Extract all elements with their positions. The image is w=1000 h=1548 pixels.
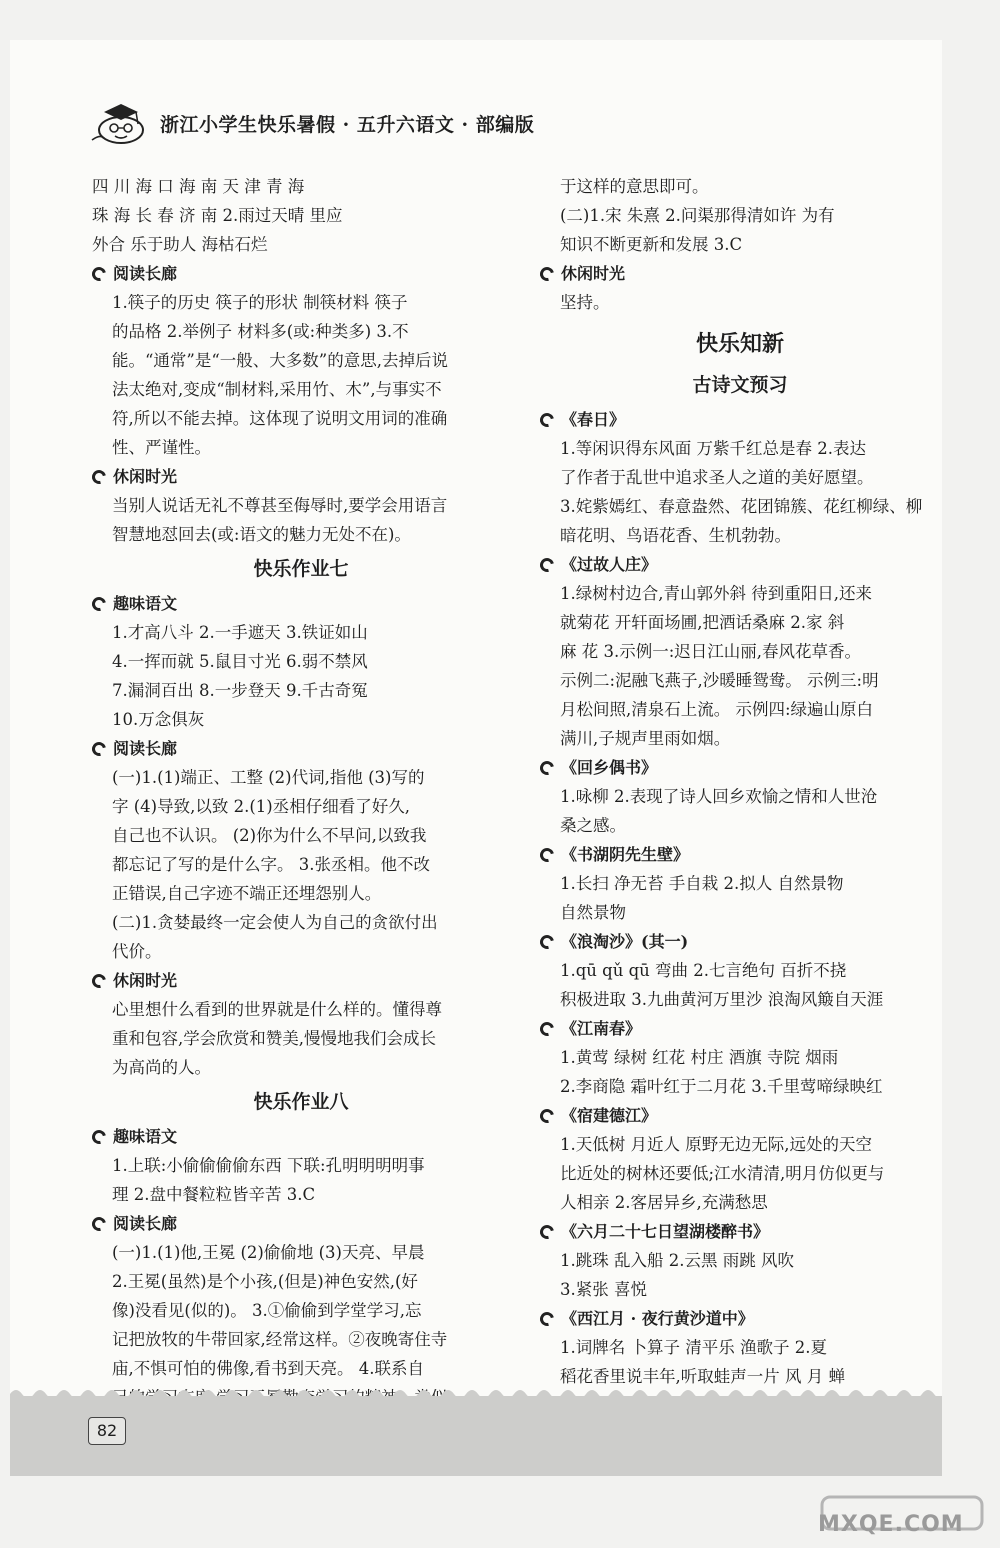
answer-line: 示例二:泥融飞燕子,沙暖睡鸳鸯。 示例三:明 (560, 671, 879, 690)
section-bullet-icon (89, 467, 108, 486)
answer-line: 2.李商隐 霜叶红于二月花 3.千里莺啼绿映红 (560, 1077, 883, 1096)
section-heading-text: 阅读长廊 (113, 1214, 178, 1233)
section-heading-text: 《宿建德江》 (561, 1106, 658, 1125)
section-heading (540, 1014, 940, 1043)
answer-line: 1.才高八斗 2.一手遮天 3.铁证如山 (112, 623, 368, 642)
section-heading (540, 405, 940, 434)
section-heading-text: 《过故人庄》 (561, 555, 658, 574)
section-heading (540, 1217, 940, 1246)
section-heading-text: 休闲时光 (561, 264, 626, 283)
answer-line: 当别人说话无礼不尊甚至侮辱时,要学会用语言 (112, 496, 448, 515)
section-bullet-icon (540, 1019, 557, 1038)
answer-line: (二)1.宋 朱熹 2.问渠那得清如许 为有 (560, 206, 835, 225)
section-heading (540, 259, 940, 288)
chapter-title: 快乐作业七 (253, 558, 349, 580)
section-heading-text: 阅读长廊 (113, 264, 178, 283)
section-bullet-icon (89, 594, 108, 613)
answer-line: 4.一挥而就 5.鼠目寸光 6.弱不禁风 (112, 652, 368, 671)
answer-line: 比近处的树林还要低;江水清清,明月仿似更与 (560, 1164, 885, 1183)
section-bullet-icon (540, 845, 557, 864)
section-heading (540, 550, 940, 579)
section-heading (92, 1122, 510, 1151)
page-number: 82 (88, 1417, 126, 1445)
answer-line: 1.qū qǔ qū 弯曲 2.七言绝句 百折不挠 (560, 961, 847, 980)
answer-line: 1.绿树村边合,青山郭外斜 待到重阳日,还来 (560, 584, 872, 603)
answer-line: 1.上联:小偷偷偷偷东西 下联:孔明明明明事 (112, 1156, 425, 1175)
section-bullet-icon (89, 971, 108, 990)
section-heading (92, 589, 510, 618)
section-heading (540, 927, 940, 956)
watermark-text: MXQE.COM (818, 1512, 964, 1537)
answer-line: 记把放牧的牛带回家,经常这样。②夜晚寄住寺 (112, 1330, 448, 1349)
answer-line: 人相亲 2.客居异乡,充满愁思 (560, 1193, 768, 1212)
section-heading-text: 《浪淘沙》(其一) (561, 932, 689, 951)
answer-line: 满川,子规声里雨如烟。 (560, 729, 731, 748)
section-heading (540, 1304, 940, 1333)
section-heading-text: 《春日》 (561, 410, 626, 429)
answer-line: 重和包容,学会欣赏和赞美,慢慢地我们会成长 (112, 1029, 436, 1048)
answer-line: 自己也不认识。 (2)你为什么不早问,以致我 (112, 826, 427, 845)
section-heading (92, 734, 510, 763)
answer-line: (一)1.(1)他,王冕 (2)偷偷地 (3)天亮、早晨 (112, 1243, 425, 1262)
section-heading-text: 休闲时光 (113, 467, 178, 486)
answer-line: 都忘记了写的是什么字。 3.张丞相。他不改 (112, 855, 430, 874)
section-heading-text: 休闲时光 (113, 971, 178, 990)
answer-line: 10.万念俱灰 (112, 710, 205, 729)
answer-line: 2.王冕(虽然)是个小孩,(但是)神色安然,(好 (112, 1272, 418, 1291)
answer-line: 暗花明、鸟语花香、生机勃勃。 (560, 526, 791, 545)
section-heading (92, 259, 510, 288)
right-column (540, 172, 940, 1420)
answer-line: 自然景物 (560, 903, 626, 922)
answer-line: 1.等闲识得东风面 万紫千红总是春 2.表达 (560, 439, 866, 458)
section-bullet-icon (89, 264, 108, 283)
section-heading (540, 753, 940, 782)
section-heading-text: 《书湖阴先生壁》 (561, 845, 690, 864)
answer-line: 符,所以不能去掉。这体现了说明文用词的准确 (112, 409, 448, 428)
answer-line: 1.黄莺 绿树 红花 村庄 酒旗 寺院 烟雨 (560, 1048, 839, 1067)
answer-line: 像)没看见(似的)。 3.①偷偷到学堂学习,忘 (112, 1301, 422, 1320)
answer-line: 1.词牌名 卜算子 清平乐 渔歌子 2.夏 (560, 1338, 827, 1357)
section-heading (540, 840, 940, 869)
answer-line: 稻花香里说丰年,听取蛙声一片 风 月 蝉 (560, 1367, 845, 1386)
section-heading-text: 阅读长廊 (113, 739, 178, 758)
answer-line: 1.咏柳 2.表现了诗人回乡欢愉之情和人世沧 (560, 787, 878, 806)
section-bullet-icon (540, 758, 557, 777)
answer-line: 坚持。 (560, 293, 610, 312)
chapter-title: 古诗文预习 (692, 374, 788, 396)
answer-line: 的品格 2.举例子 材料多(或:种类多) 3.不 (112, 322, 409, 341)
answer-line: 桑之感。 (560, 816, 626, 835)
page-header (90, 100, 690, 146)
answer-line: 积极进取 3.九曲黄河万里沙 浪淘风簸自天涯 (560, 990, 884, 1009)
answer-line: 1.长扫 净无苔 手自栽 2.拟人 自然景物 (560, 874, 844, 893)
section-bullet-icon (540, 1309, 557, 1328)
page-footer (10, 1396, 942, 1476)
chapter-title: 快乐作业八 (253, 1091, 349, 1113)
section-heading (540, 1101, 940, 1130)
answer-line: 正错误,自己字迹不端正还埋怨别人。 (112, 884, 382, 903)
answer-line: 智慧地怼回去(或:语文的魅力无处不在)。 (112, 525, 411, 544)
answer-line: 1.天低树 月近人 原野无边无际,远处的天空 (560, 1135, 872, 1154)
section-bullet-icon (540, 555, 557, 574)
header-title: 浙江小学生快乐暑假 · 五升六语文 · 部编版 (160, 113, 535, 136)
answer-line: 7.漏洞百出 8.一步登天 9.千古奇冤 (112, 681, 368, 700)
section-heading-text: 《西江月 · 夜行黄沙道中》 (561, 1309, 754, 1328)
answer-line: 了作者于乱世中追求圣人之道的美好愿望。 (560, 468, 874, 487)
answer-line: 外合 乐于助人 海枯石烂 (92, 235, 268, 254)
section-heading-text: 《六月二十七日望湖楼醉书》 (561, 1222, 770, 1241)
answer-line: 1.跳珠 乱入船 2.云黑 雨跳 风吹 (560, 1251, 794, 1270)
section-bullet-icon (89, 1214, 108, 1233)
section-heading-text: 《回乡偶书》 (561, 758, 658, 777)
answer-line: 庙,不惧可怕的佛像,看书到天亮。 4.联系自 (112, 1359, 424, 1378)
left-column (92, 172, 510, 1412)
part-title: 快乐知新 (695, 331, 784, 357)
section-heading (92, 966, 510, 995)
answer-line: 理 2.盘中餐粒粒皆辛苦 3.C (112, 1185, 316, 1204)
answer-line: 四 川 海 口 海 南 天 津 青 海 (92, 177, 305, 196)
section-bullet-icon (89, 739, 108, 758)
answer-line: (二)1.贪婪最终一定会使人为自己的贪欲付出 (112, 913, 438, 932)
section-heading-text: 《江南春》 (561, 1019, 642, 1038)
answer-line: 珠 海 长 春 济 南 2.雨过天晴 里应 (92, 206, 343, 225)
section-heading-text: 趣味语文 (113, 1127, 178, 1146)
answer-line: 代价。 (112, 942, 162, 961)
section-heading (92, 462, 510, 491)
answer-line: 能。“通常”是“一般、大多数”的意思,去掉后说 (112, 351, 448, 370)
section-heading-text: 趣味语文 (113, 594, 178, 613)
section-bullet-icon (89, 1127, 108, 1146)
answer-line: 月松间照,清泉石上流。 示例四:绿遍山原白 (560, 700, 874, 719)
section-bullet-icon (540, 264, 557, 283)
section-bullet-icon (540, 1106, 557, 1125)
answer-line: 麻 花 3.示例一:迟日江山丽,春风花草香。 (560, 642, 862, 661)
graduate-mascot-icon (90, 100, 152, 146)
section-bullet-icon (540, 1222, 557, 1241)
answer-line: 知识不断更新和发展 3.C (560, 235, 743, 254)
answer-line: 法太绝对,变成“制材料,采用竹、木”,与事实不 (112, 380, 442, 399)
section-heading (92, 1209, 510, 1238)
answer-line: 1.筷子的历史 筷子的形状 制筷材料 筷子 (112, 293, 408, 312)
answer-line: (一)1.(1)端正、工整 (2)代词,指他 (3)写的 (112, 768, 425, 787)
answer-line: 于这样的意思即可。 (560, 177, 709, 196)
answer-line: 3.姹紫嫣红、春意盎然、花团锦簇、花红柳绿、柳 (560, 497, 923, 516)
answer-line: 性、严谨性。 (112, 438, 211, 457)
answer-line: 为高尚的人。 (112, 1058, 211, 1077)
answer-line: 心里想什么看到的世界就是什么样的。懂得尊 (112, 1000, 442, 1019)
answer-line: 字 (4)导致,以致 2.(1)丞相仔细看了好久, (112, 797, 410, 816)
answer-line: 3.紧张 喜悦 (560, 1280, 647, 1299)
section-bullet-icon (540, 932, 557, 951)
answer-line: 就菊花 开轩面场圃,把酒话桑麻 2.家 斜 (560, 613, 845, 632)
section-bullet-icon (540, 410, 557, 429)
